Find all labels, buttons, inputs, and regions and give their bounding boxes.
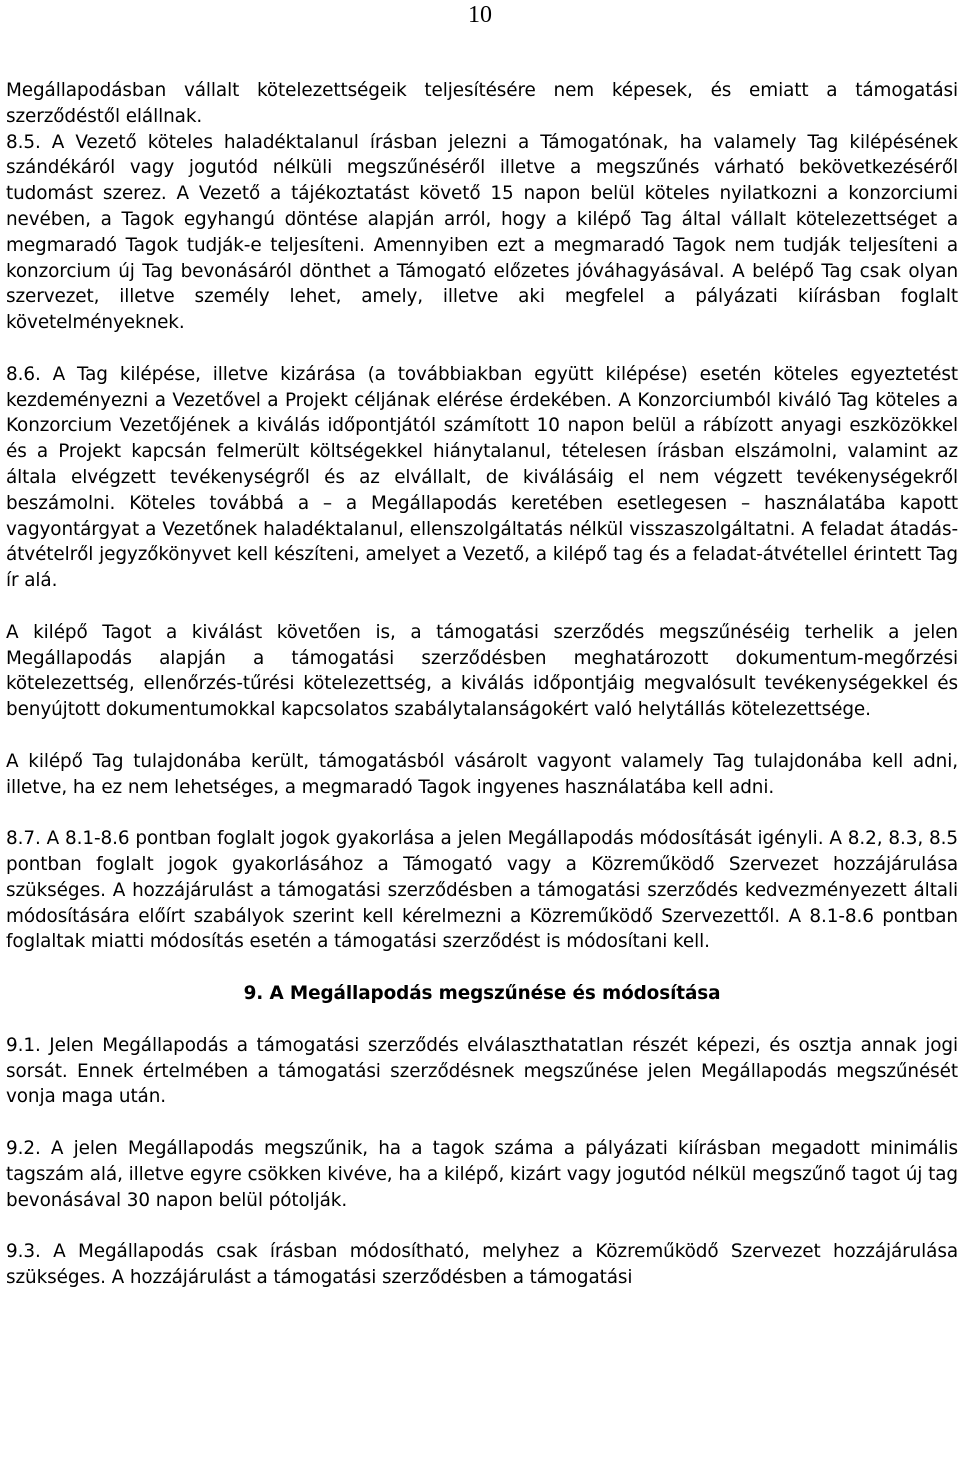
paragraph-continuation: Megállapodásban vállalt kötelezettségeik teljesítésére nem képesek, és emiatt a támogatási szerződéstől elállnak. <box>6 80 958 127</box>
paragraph-8-7: 8.7. A 8.1-8.6 pontban foglalt jogok gyakorlása a jelen Megállapodás módosítását igényli. A 8.2, 8.3, 8.5 pontban foglalt jogok gyakorlásához a Támogató vagy a Közreműködő Szervezet hozzájárulása szükséges. A hozzájárulást a támogatási szerződésben a támogatási szerződés kedvezményezett általi módosítására előírt szabályok szerint kell kérelmezni a Közreműködő Szervezettől. A 8.1-8.6 pontban foglaltak miatti módosítás esetén a támogatási szerződést is módosítani kell. <box>6 828 958 953</box>
paragraph-9-3: 9.3. A Megállapodás csak írásban módosítható, melyhez a Közreműködő Szervezet hozzájárulása szükséges. A hozzájárulást a támogatási szerződésben a támogatási <box>6 1241 958 1289</box>
paragraph-9-1: 9.1. Jelen Megállapodás a támogatási szerződés elválaszthatatlan részét képezi, és osztja annak jogi sorsát. Ennek értelmében a támogatási szerződésnek megszűnése jelen Megállapodás megszűnését vonja maga után. <box>6 1034 958 1108</box>
paragraph-kilepo-tag-vagyon: A kilépő Tag tulajdonába került, támogatásból vásárolt vagyont valamely Tag tulajdonába kell adni, illetve, ha ez nem lehetséges, a megmaradó Tagok ingyenes használatába kell adni. <box>6 750 958 798</box>
paragraph-8-5: 8.5. A Vezető köteles haladéktalanul írásban jelezni a Támogatónak, ha valamely Tag kilépésének szándékáról vagy jogutód nélküli megszűnéséről illetve a megszűnés várható bekövetkezéséről tudomást szerez. A Vezető a tájékoztatást követő 15 napon belül köteles nyilatkozni a konzorciumi nevében, a Tagok egyhangú döntése alapján arról, hogy a kilépő Tag által vállalt kötelezettséget a megmaradó Tagok tudják-e teljesíteni. Amennyiben ezt a megmaradó Tagok nem tudják teljesíteni a konzorcium új Tag bevonásáról dönthet a Támogató előzetes jóváhagyásával. A belépő Tag csak olyan szervezet, illetve személy lehet, amely, illetve aki megfelel a pályázati kiírásban foglalt követelményeknek. <box>6 131 958 334</box>
document-body <box>6 78 958 1291</box>
paragraph-9-2: 9.2. A jelen Megállapodás megszűnik, ha a tagok száma a pályázati kiírásban megadott minimális tagszám alá, illetve egyre csökken kivéve, ha a kilépő, kizárt vagy jogutód nélkül megszűnő tagot új tag bevonásával 30 napon belül pótolják. <box>6 1138 958 1211</box>
section-heading-9: 9. A Megállapodás megszűnése és módosítása <box>243 983 721 1005</box>
paragraph-kilepo-tag-terhelik: A kilépő Tagot a kiválást követően is, a támogatási szerződés megszűnéséig terhelik a jelen Megállapodás alapján a támogatási szerződésben meghatározott dokumentum-megőrzési kötelezettség, ellenőrzés-tűrési kötelezettség, a kiválás időpontjáig megvalósult tevékenységekkel és benyújtott dokumentumokkal kapcsolatos szabálytalanságokért való helytállás kötelezettsége. <box>6 621 958 721</box>
paragraph-8-6: 8.6. A Tag kilépése, illetve kizárása (a továbbiakban együtt kilépése) esetén köteles egyeztetést kezdeményezni a Vezetővel a Projekt céljának elérése érdekében. A Konzorciumból kiváló Tag köteles a Konzorcium Vezetőjének a kiválás időpontjától számított 10 napon belül a rábízott anyagi eszközökkel és a Projekt kapcsán felmerült költségekkel hiánytalanul, tételesen írásban elszámolni, valamint az általa elvégzett tevékenységről és az elvállalt, de kiválásáig el nem végzett tevékenységekről beszámolni. Köteles továbbá a – a Megállapodás keretében esetlegesen – használatába kapott vagyontárgyat a Vezetőnek haladéktalanul, ellenszolgáltatás nélkül visszaszolgáltatni. A feladat átadás-átvételről jegyzőkönyvet kell készíteni, amelyet a Vezető, a kilépő tag és a feladat-átvétellel érintett Tag ír alá. <box>6 363 958 592</box>
page-number: 10 <box>468 2 492 28</box>
